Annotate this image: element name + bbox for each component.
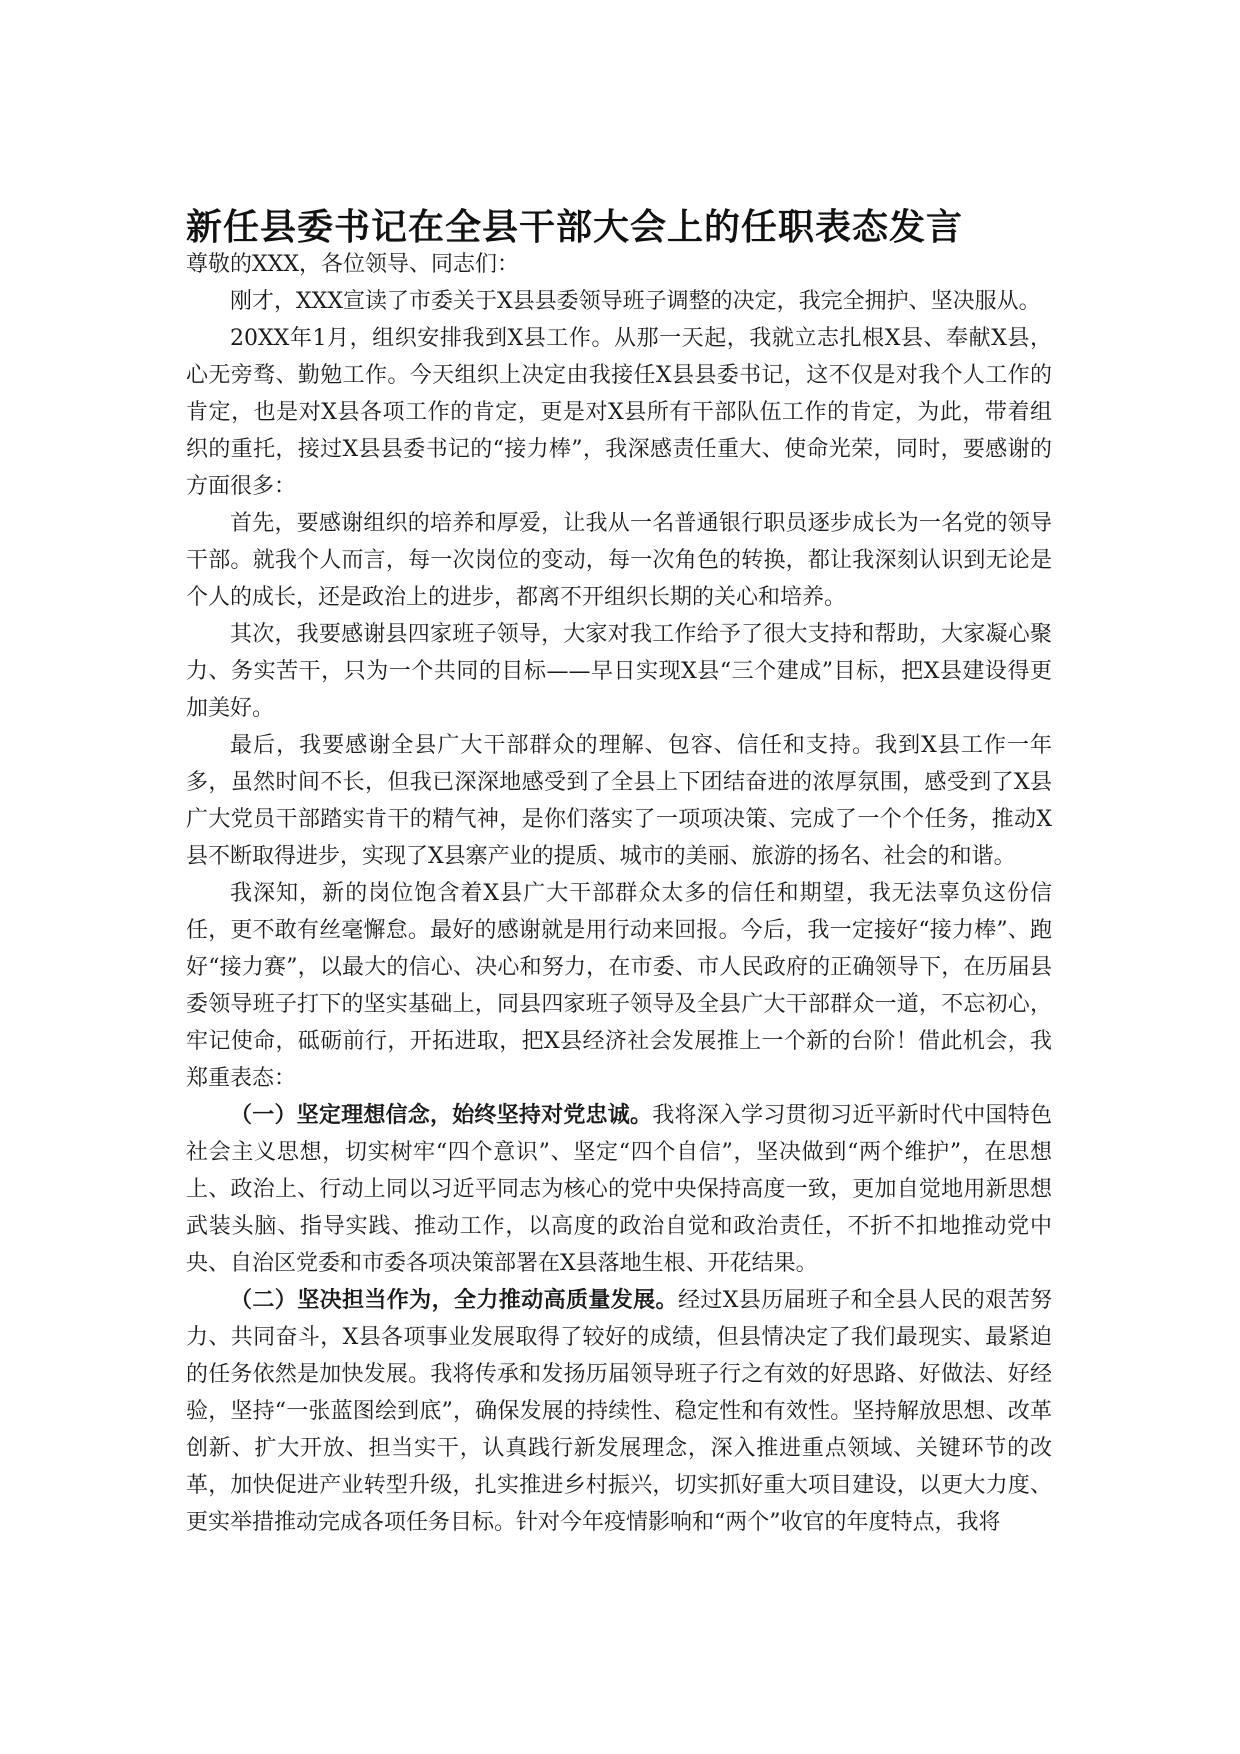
- section-paragraph: [186, 1097, 1052, 1282]
- section-text: 我将深入学习贯彻习近平新时代中国特色社会主义思想，切实树牢“四个意识”、坚定“四个自信”，坚决做到“两个维护”，在思想上、政治上、行动上同以习近平同志为核心的党中央保持高度一致，更加自觉地用新思想武装头脑、指导实践、推动工作，以高度的政治自觉和政治责任，不折不扣地推动党中央、自治区党委和市委各项决策部署在X县落地生根、开花结果。: [186, 1103, 1052, 1276]
- paragraph: 20XX年1月，组织安排我到X县工作。从那一天起，我就立志扎根X县、奉献X县，心无旁骛、勤勉工作。今天组织上决定由我接任X县县委书记，这不仅是对我个人工作的肯定，也是对X县各项工作的肯定，更是对X县所有干部队伍工作的肯定，为此，带着组织的重托，接过X县县委书记的“接力棒”，我深感责任重大、使命光荣，同时，要感谢的方面很多：: [186, 326, 1052, 499]
- paragraph: 最后，我要感谢全县广大干部群众的理解、包容、信任和支持。我到X县工作一年多，虽然时间不长，但我已深深地感受到了全县上下团结奋进的浓厚氛围，感受到了X县广大党员干部踏实肯干的精气神，是你们落实了一项项决策、完成了一个个任务，推动X县不断取得进步，实现了X县寨产业的提质、城市的美丽、旅游的扬名、社会的和谐。: [186, 733, 1052, 869]
- section-text: 经过X县历届班子和全县人民的艰苦努力、共同奋斗，X县各项事业发展取得了较好的成绩，但县情决定了我们最现实、最紧迫的任务依然是加快发展。我将传承和发扬历届领导班子行之有效的好思路、好做法、好经验，坚持“一张蓝图绘到底”，确保发展的持续性、稳定性和有效性。坚持解放思想、改革创新、扩大开放、担当实干，认真践行新发展理念，深入推进重点领域、关键环节的改革，加快促进产业转型升级，扎实推进乡村振兴，切实抓好重大项目建设，以更大力度、更实举措推动完成各项任务目标。针对今年疫情影响和“两个”收官的年度特点，我将: [186, 1288, 1052, 1535]
- paragraph: 我深知，新的岗位饱含着X县广大干部群众太多的信任和期望，我无法辜负这份信任，更不敢有丝毫懈怠。最好的感谢就是用行动来回报。今后，我一定接好“接力棒”、跑好“接力赛”，以最大的信心、决心和努力，在市委、市人民政府的正确领导下，在历届县委领导班子打下的坚实基础上，同县四家班子领导及全县广大干部群众一道，不忘初心，牢记使命，砥砺前行，开拓进取，把X县经济社会发展推上一个新的台阶！借此机会，我郑重表态：: [186, 881, 1052, 1091]
- salutation: 尊敬的XXX，各位领导、同志们：: [186, 252, 519, 277]
- document-body: [186, 246, 1052, 1541]
- paragraph: 刚才，XXX宣读了市委关于X县县委领导班子调整的决定，我完全拥护、坚决服从。: [230, 289, 1041, 314]
- paragraph: 其次，我要感谢县四家班子领导，大家对我工作给予了很大支持和帮助，大家凝心聚力、务实苦干，只为一个共同的目标——早日实现X县“三个建成”目标，把X县建设得更加美好。: [186, 622, 1052, 721]
- paragraph: 首先，要感谢组织的培养和厚爱，让我从一名普通银行职员逐步成长为一名党的领导干部。就我个人而言，每一次岗位的变动，每一次角色的转换，都让我深刻认识到无论是个人的成长，还是政治上的进步，都离不开组织长期的关心和培养。: [186, 511, 1052, 610]
- document-title: 新任县委书记在全县干部大会上的任职表态发言: [186, 207, 964, 248]
- section-heading: （一）坚定理想信念，始终坚持对党忠诚。: [230, 1102, 653, 1128]
- section-paragraph: [186, 1282, 1052, 1541]
- section-heading: （二）坚决担当作为，全力推动高质量发展。: [230, 1287, 678, 1313]
